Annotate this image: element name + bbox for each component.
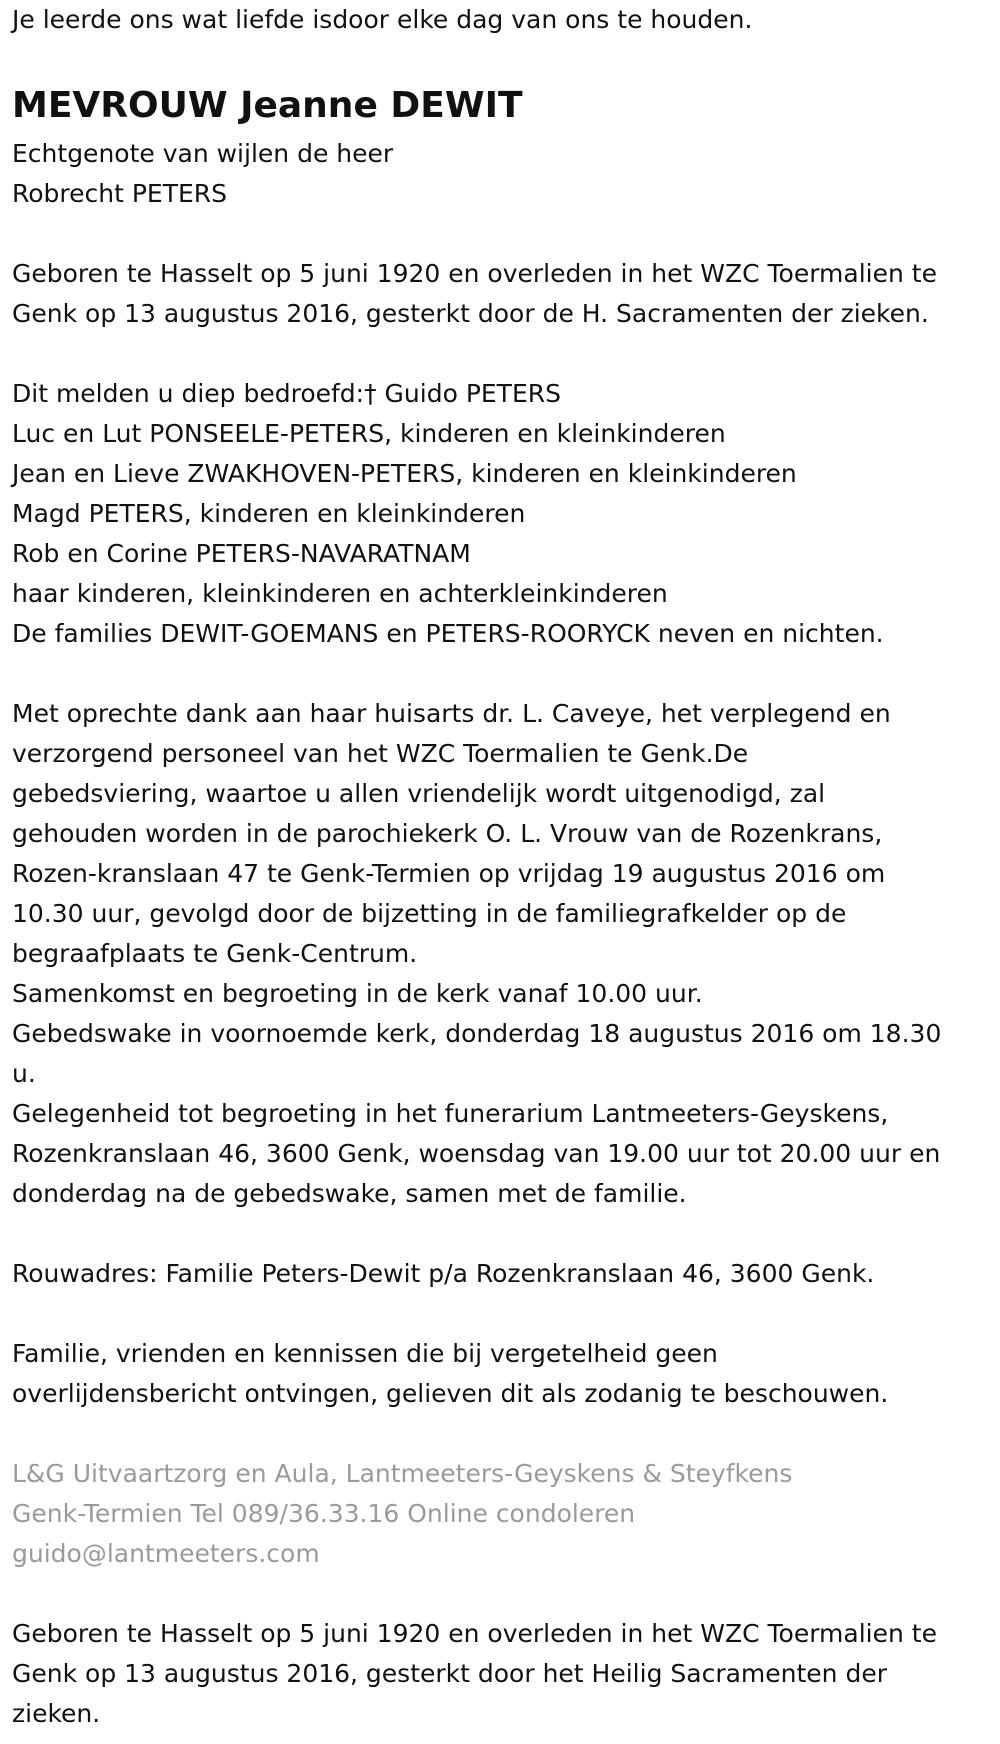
birth-death-line: Genk op 13 augustus 2016, gesterkt door de H. Sacramenten der zieken. (12, 299, 929, 328)
funeral-home-line: Genk-Termien Tel 089/36.33.16 Online condoleren (12, 1499, 636, 1528)
service-line: gehouden worden in de parochiekerk O. L. Vrouw van de Rozenkrans, (12, 819, 883, 848)
family-line: Luc en Lut PONSEELE-PETERS, kinderen en kleinkinderen (12, 419, 726, 448)
funeral-home-block (12, 1454, 1000, 1574)
announcement-line (12, 374, 1000, 414)
announcement-intro: Dit melden u diep bedroefd: (12, 379, 365, 408)
service-line: Rozen-kranslaan 47 te Genk-Termien op vrijdag 19 augustus 2016 om (12, 859, 886, 888)
family-line: Jean en Lieve ZWAKHOVEN-PETERS, kinderen en kleinkinderen (12, 459, 797, 488)
spouse-block (12, 134, 1000, 214)
birth-death-line: Geboren te Hasselt op 5 juni 1920 en overleden in het WZC Toermalien te (12, 259, 937, 288)
service-line: Gelegenheid tot begroeting in het funerarium Lantmeeters-Geyskens, (12, 1099, 889, 1128)
service-line: u. (12, 1059, 36, 1088)
birth-death-repeat-line: Genk op 13 augustus 2016, gesterkt door het Heilig Sacramenten der (12, 1659, 887, 1688)
deceased-name: MEVROUW Jeanne DEWIT (12, 85, 523, 126)
funeral-home-email: guido@lantmeeters.com (12, 1539, 320, 1568)
birth-death-repeat-block (12, 1614, 1000, 1734)
service-line: gebedsviering, waartoe u allen vriendelijk wordt uitgenodigd, zal (12, 779, 826, 808)
family-block (12, 374, 1000, 654)
paragraph-gap (12, 654, 1000, 694)
service-line: begraafplaats te Genk-Centrum. (12, 939, 418, 968)
paragraph-gap (12, 1294, 1000, 1334)
family-line: haar kinderen, kleinkinderen en achterkleinkinderen (12, 579, 668, 608)
family-line: De families DEWIT-GOEMANS en PETERS-ROORYCK neven en nichten. (12, 619, 884, 648)
spouse-line: Robrecht PETERS (12, 179, 228, 208)
announcement-first: Guido PETERS (376, 379, 561, 408)
paragraph-gap (12, 214, 1000, 254)
paragraph-gap (12, 1414, 1000, 1454)
service-line: Gebedswake in voornoemde kerk, donderdag 18 augustus 2016 om 18.30 (12, 1019, 942, 1048)
service-block (12, 694, 1000, 1214)
notice-line: overlijdensbericht ontvingen, gelieven dit als zodanig te beschouwen. (12, 1379, 889, 1408)
birth-death-block (12, 254, 1000, 334)
cross-icon: † (364, 379, 377, 408)
mourning-address: Rouwadres: Familie Peters-Dewit p/a Rozenkranslaan 46, 3600 Genk. (12, 1259, 875, 1288)
family-line: Rob en Corine PETERS-NAVARATNAM (12, 539, 471, 568)
family-line: Magd PETERS, kinderen en kleinkinderen (12, 499, 526, 528)
paragraph-gap (12, 334, 1000, 374)
notice-line: Familie, vrienden en kennissen die bij vergetelheid geen (12, 1339, 718, 1368)
service-line: Samenkomst en begroeting in de kerk vanaf 10.00 uur. (12, 979, 703, 1008)
funeral-home-line: L&G Uitvaartzorg en Aula, Lantmeeters-Geyskens & Steyfkens (12, 1459, 793, 1488)
spouse-line: Echtgenote van wijlen de heer (12, 139, 394, 168)
service-line: verzorgend personeel van het WZC Toermalien te Genk.De (12, 739, 749, 768)
paragraph-gap (12, 1574, 1000, 1614)
service-line: Rozenkranslaan 46, 3600 Genk, woensdag van 19.00 uur tot 20.00 uur en (12, 1139, 941, 1168)
paragraph-gap (12, 1214, 1000, 1254)
notice-block (12, 1334, 1000, 1414)
service-line: Met oprechte dank aan haar huisarts dr. L. Caveye, het verplegend en (12, 699, 891, 728)
motto: Je leerde ons wat liefde isdoor elke dag van ons te houden. (12, 5, 753, 34)
birth-death-repeat-line: zieken. (12, 1699, 101, 1728)
service-line: 10.30 uur, gevolgd door de bijzetting in de familiegrafkelder op de (12, 899, 847, 928)
service-line: donderdag na de gebedswake, samen met de familie. (12, 1179, 687, 1208)
birth-death-repeat-line: Geboren te Hasselt op 5 juni 1920 en overleden in het WZC Toermalien te (12, 1619, 937, 1648)
